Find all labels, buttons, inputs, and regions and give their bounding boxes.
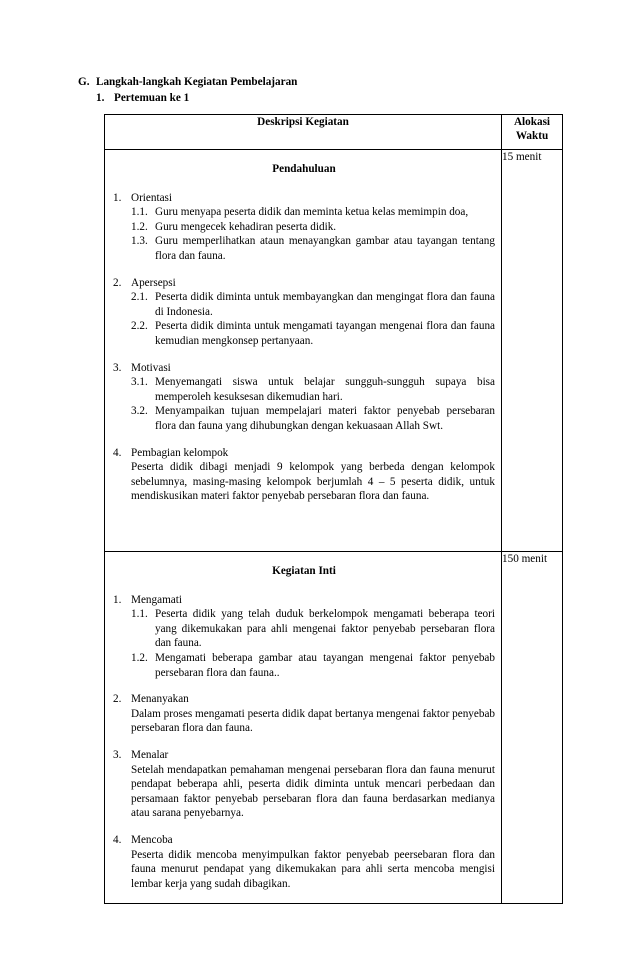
activity-step [113,692,495,736]
step-number: 4. [113,446,122,459]
time-allocation: 150 menit [502,553,548,565]
activity-description-cell [105,552,502,904]
allocation-header-line1: Alokasi [513,116,551,128]
sub-step [131,319,495,348]
sub-step-text: Peserta didik diminta untuk mengamati tayangan mengenai flora dan fauna kemudian mengkonsep pertanyaan. [155,320,495,347]
sub-step-text: Guru menyapa peserta didik dan meminta ketua kelas memimpin doa, [155,206,469,219]
step-heading [113,361,495,376]
sub-step [131,220,495,235]
step-heading [113,692,495,707]
sub-step [131,234,495,263]
sub-step-number: 1.2. [131,220,148,233]
activity-description-cell [105,150,502,552]
step-title: Mencoba [131,833,173,846]
table-header-row [105,115,563,150]
meeting-heading-text: Pertemuan ke 1 [114,92,190,104]
activity-step [113,593,495,681]
step-number: 2. [113,693,122,706]
sub-step-number: 2.1. [131,291,148,304]
sub-step-text: Peserta didik yang telah duduk berkelompok mengamati beberapa teori yang dikemukakan para ahli mengenai faktor penyebab persebaran flora dan fauna. [155,608,495,650]
allocation-column-header [502,115,563,150]
activity-step [113,276,495,349]
sub-step [131,375,495,404]
sub-step [131,290,495,319]
step-description: Peserta didik dibagi menjadi 9 kelompok yang berbeda dengan kelompok sebelumnya, masing-masing kelompok berjumlah 4 – 5 peserta didik, untuk mendiskusikan materi faktor penyebab persebaran flora dan fauna. [131,461,495,503]
sub-step-number: 3.1. [131,376,148,389]
activity-step [113,748,495,821]
step-number: 2. [113,276,122,289]
activity-description [105,552,501,893]
step-description: Dalam proses mengamati peserta didik dapat bertanya mengenai faktor penyebab persebaran flora dan fauna. [131,707,495,735]
allocation-header-line2: Waktu [515,130,549,142]
section-heading [78,75,297,90]
activity-step [113,191,495,264]
table-row [105,150,563,552]
sub-step-number: 3.2. [131,405,148,418]
sub-step-number: 1.1. [131,206,148,219]
sub-step [131,205,495,220]
sub-step-text: Mengamati beberapa gambar atau tayangan mengenai faktor penyebab persebaran flora dan fauna.. [155,651,495,679]
activity-table [104,114,563,904]
sub-step-text: Menyampaikan tujuan mempelajari materi faktor penyebab persebaran flora dan fauna yang dihubungkan dengan kekuasaan Allah Swt. [155,405,495,432]
activity-description [105,150,501,506]
step-description: Peserta didik mencoba menyimpulkan faktor penyebab peersebaran flora dan fauna menurut pendapat yang dikemukakan para ahli serta mencoba mengisi lembar kerja yang sudah dibagikan. [131,848,495,890]
step-heading [113,446,495,461]
sub-step-number: 1.3. [131,235,148,248]
time-allocation-cell [502,552,563,904]
activity-step [113,361,495,434]
sub-step [131,404,495,433]
description-column-header: Deskripsi Kegiatan [105,115,502,150]
step-number: 4. [113,833,122,846]
sub-step-number: 2.2. [131,320,148,333]
step-title: Pembagian kelompok [131,446,229,459]
step-heading [113,191,495,206]
step-heading [113,593,495,608]
sub-step-text: Guru mengecek kehadiran peserta didik. [155,220,337,233]
sub-step-text: Peserta didik diminta untuk membayangkan dan mengingat flora dan fauna di Indonesia. [155,291,495,318]
table-row [105,552,563,904]
step-description: Setelah mendapatkan pemahaman mengenai persebaran flora dan fauna menurut pendapat beberapa ahli, peserta didik diminta untuk mencari perbedaan dan persamaan faktor penyebab persebaran flora dan fauna berdasarkan medianya atau sarana penyebarnya. [131,763,495,820]
step-title: Motivasi [131,361,171,374]
activity-section-title: Kegiatan Inti [272,565,336,577]
step-title: Mengamati [131,593,182,606]
sub-step [131,651,495,680]
step-title: Apersepsi [131,276,176,289]
sub-step [131,607,495,651]
sub-step-number: 1.2. [131,651,148,664]
activity-section-title: Pendahuluan [272,163,336,175]
step-title: Menalar [131,748,169,761]
meeting-heading [96,91,189,106]
step-title: Orientasi [131,191,173,204]
step-heading [113,748,495,763]
sub-step-number: 1.1. [131,608,148,621]
activity-step [113,446,495,504]
sub-step-text: Menyemangati siswa untuk belajar sungguh-sungguh supaya bisa memperoleh kesuksesan dikemudian hari. [155,376,495,403]
sub-step-text: Guru memperlihatkan ataun menayangkan gambar atau tayangan tentang flora dan fauna. [155,235,495,262]
time-allocation-cell [502,150,563,552]
step-number: 3. [113,361,122,374]
meeting-number: 1. [96,92,105,104]
time-allocation: 15 menit [502,151,542,163]
step-number: 1. [113,593,122,606]
step-number: 3. [113,748,122,761]
section-letter: G. [78,76,90,88]
activity-step [113,833,495,891]
step-number: 1. [113,191,122,204]
step-title: Menanyakan [131,693,189,706]
step-heading [113,833,495,848]
section-heading-text: Langkah-langkah Kegiatan Pembelajaran [96,76,298,88]
step-heading [113,276,495,291]
